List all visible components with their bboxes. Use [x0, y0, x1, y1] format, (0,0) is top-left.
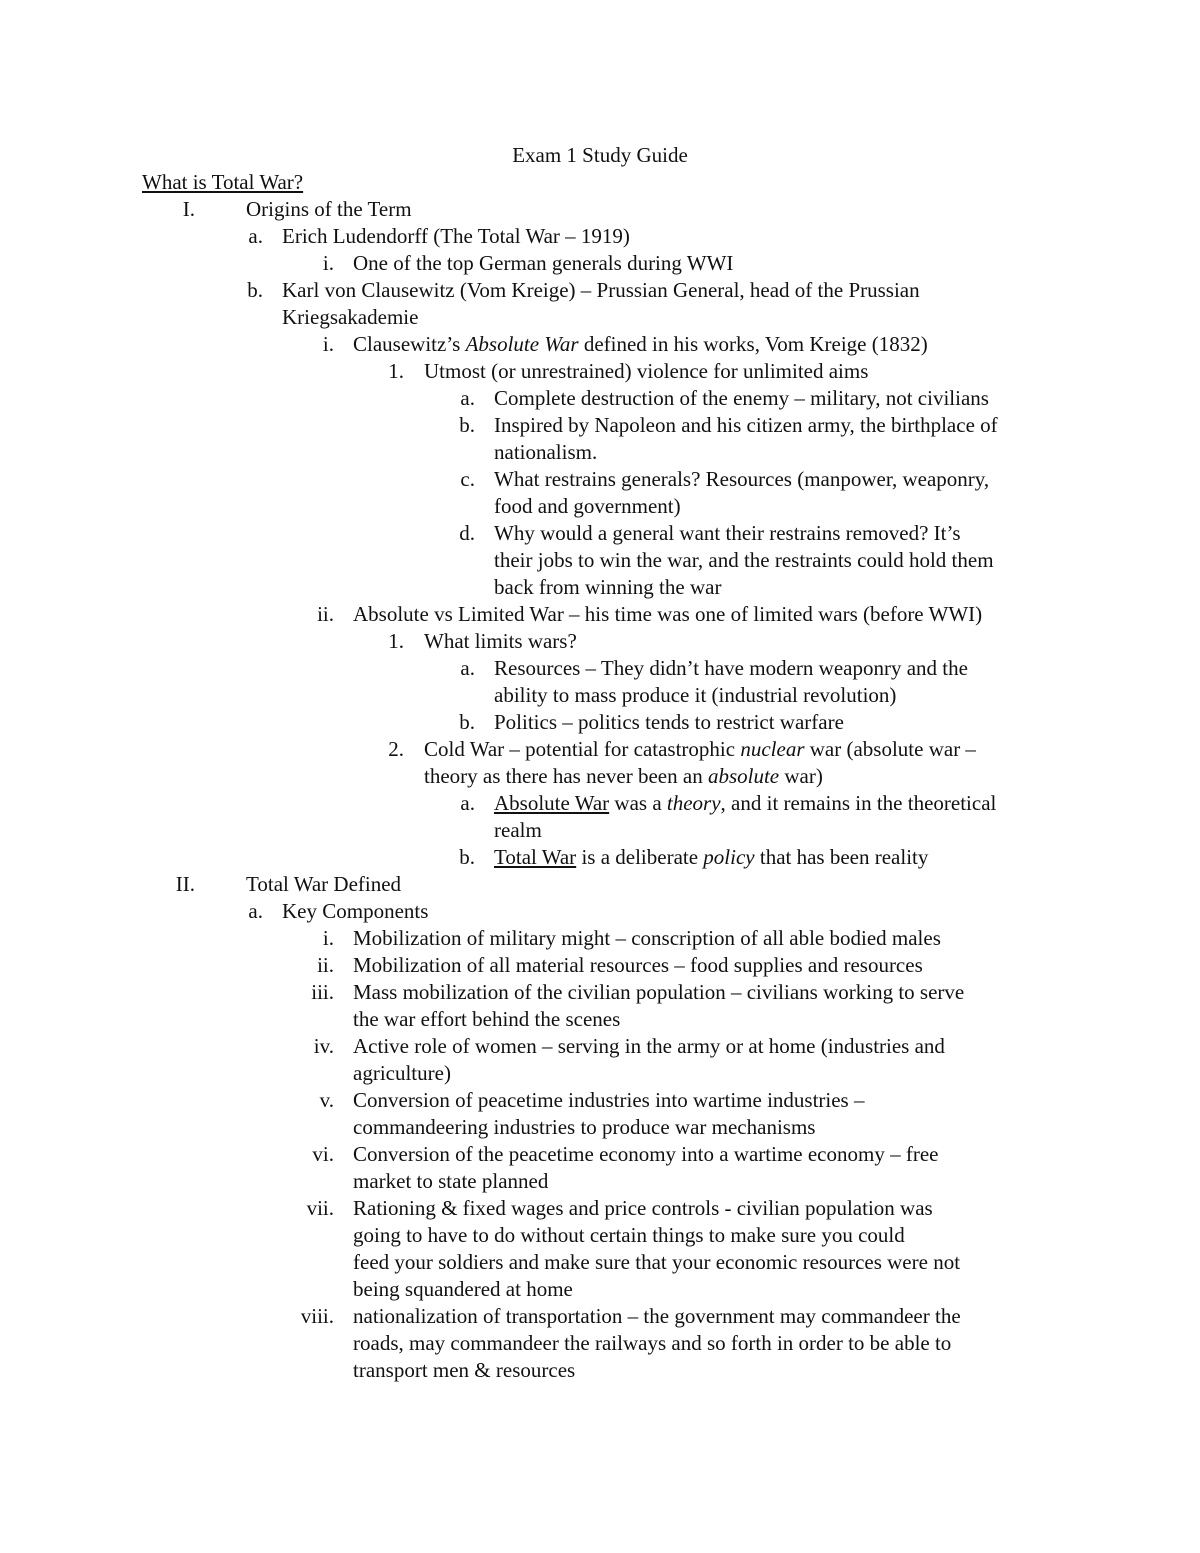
outline-line: [494, 790, 996, 817]
outline-item: [0, 1141, 1200, 1193]
list-marker: d.: [459, 521, 475, 545]
outline-item: [0, 331, 1200, 358]
text-run: feed your soldiers and make sure that your economic resources were not: [353, 1249, 961, 1274]
text-run: One of the top German generals during WWI: [353, 251, 734, 275]
outline-line: [494, 385, 989, 412]
list-marker: iv.: [313, 1034, 334, 1058]
text-run: nationalism.: [494, 439, 598, 464]
list-marker: b.: [459, 413, 475, 437]
list-marker: 2.: [388, 737, 404, 761]
text-run: Erich Ludendorff (The Total War – 1919): [282, 224, 630, 248]
text-run: Conversion of peacetime industries into wartime industries –: [353, 1088, 865, 1112]
list-marker: iii.: [311, 980, 334, 1004]
text-run: Absolute vs Limited War – his time was one of limited wars (before WWI): [353, 602, 983, 626]
outline-line: [353, 1033, 945, 1060]
text-run: , and it remains in the theoretical: [720, 791, 997, 815]
outline-line: [353, 952, 923, 979]
text-run: is a deliberate: [576, 845, 704, 869]
outline-line: [424, 736, 976, 763]
outline-line: [424, 628, 577, 655]
outline-line: [494, 817, 542, 844]
text-run: Resources – They didn’t have modern weaponry and the: [494, 656, 968, 680]
italic-term: theory: [666, 791, 721, 815]
list-marker: vii.: [306, 1196, 334, 1220]
outline-line: [353, 1276, 573, 1303]
text-run: Cold War – potential for catastrophic: [424, 737, 741, 761]
outline-line: [353, 1303, 961, 1330]
outline-line: [494, 520, 961, 547]
outline-line: [282, 898, 428, 925]
outline-line: [353, 925, 941, 952]
underlined-term: Absolute War: [494, 791, 610, 815]
list-marker: a.: [460, 791, 475, 815]
text-run: back from winning the war: [494, 574, 722, 599]
text-run: agriculture): [353, 1060, 451, 1085]
outline-line: [282, 304, 418, 331]
outline-item: [0, 1195, 1200, 1301]
outline-item: [0, 979, 1200, 1031]
text-run: realm: [494, 817, 542, 842]
outline-item: [0, 655, 1200, 707]
outline-line: [353, 601, 982, 628]
text-run: food and government): [494, 493, 681, 518]
italic-term: absolute: [707, 763, 780, 788]
outline-line: [494, 574, 721, 601]
text-run: Conversion of the peacetime economy into a wartime economy – free: [353, 1142, 939, 1166]
outline-item: [0, 952, 1200, 979]
list-marker: v.: [319, 1088, 334, 1112]
outline-line: [353, 331, 928, 358]
text-run: ability to mass produce it (industrial revolution): [494, 682, 897, 707]
text-run: going to have to do without certain things to make sure you could: [353, 1222, 905, 1247]
list-marker: vi.: [312, 1142, 334, 1166]
list-marker: b.: [459, 710, 475, 734]
outline-item: [0, 709, 1200, 736]
outline-line: [494, 655, 968, 682]
text-run: roads, may commandeer the railways and so forth in order to be able to: [353, 1330, 952, 1355]
outline-item: [0, 412, 1200, 464]
outline-line: [353, 1087, 864, 1114]
text-run: Active role of women – serving in the army or at home (industries and: [353, 1034, 945, 1058]
outline-item: [0, 1033, 1200, 1085]
outline-line: [246, 871, 401, 898]
outline-item: [0, 466, 1200, 518]
italic-term: Absolute War: [465, 332, 579, 356]
list-marker: viii.: [300, 1304, 334, 1328]
text-run: Clausewitz’s: [353, 332, 466, 356]
text-run: market to state planned: [353, 1168, 549, 1193]
list-marker: i.: [322, 332, 334, 356]
list-marker: a.: [248, 224, 263, 248]
outline-line: [353, 1330, 951, 1357]
text-run: Utmost (or unrestrained) violence for unlimited aims: [424, 359, 869, 383]
italic-term: nuclear: [740, 737, 805, 761]
list-marker: II.: [175, 872, 195, 896]
outline-line: [494, 466, 989, 493]
list-marker: I.: [182, 197, 195, 221]
text-run: transport men & resources: [353, 1357, 576, 1382]
list-marker: 1.: [388, 359, 404, 383]
outline-line: [353, 1114, 815, 1141]
outline-item: [0, 925, 1200, 952]
list-marker: a.: [460, 386, 475, 410]
outline-item: [0, 250, 1200, 277]
outline-line: [353, 250, 733, 277]
text-run: Inspired by Napoleon and his citizen army, the birthplace of: [494, 413, 998, 437]
text-run: What restrains generals? Resources (manpower, weaponry,: [494, 467, 990, 491]
text-run: Mobilization of military might – conscription of all able bodied males: [353, 926, 941, 950]
text-run: was a: [609, 791, 667, 815]
underlined-term: Total War: [494, 845, 577, 869]
text-run: war): [779, 763, 823, 788]
outline-line: [353, 1222, 905, 1249]
outline-item: [0, 790, 1200, 842]
text-run: their jobs to win the war, and the restraints could hold them: [494, 547, 994, 572]
text-run: that has been reality: [754, 845, 929, 869]
outline-item: [0, 844, 1200, 871]
outline-line: [353, 1249, 960, 1276]
outline-line: [246, 196, 412, 223]
text-run: the war effort behind the scenes: [353, 1006, 621, 1031]
section-heading: What is Total War?: [142, 170, 304, 194]
page-title: Exam 1 Study Guide: [512, 143, 688, 167]
text-run: defined in his works, Vom Kreige (1832): [578, 332, 928, 356]
outline-line: [494, 709, 844, 736]
text-run: theory as there has never been an: [424, 763, 708, 788]
outline-line: [494, 439, 597, 466]
outline-item: [0, 520, 1200, 599]
list-marker: b.: [247, 278, 263, 302]
list-marker: c.: [460, 467, 475, 491]
outline-item: [0, 736, 1200, 788]
outline-item: [0, 1087, 1200, 1139]
outline-item: [0, 1303, 1200, 1382]
text-run: Politics – politics tends to restrict warfare: [494, 710, 844, 734]
outline-line: [353, 1141, 938, 1168]
text-run: nationalization of transportation – the government may commandeer the: [353, 1304, 961, 1328]
outline-line: [494, 844, 928, 871]
outline-item: [0, 196, 1200, 223]
list-marker: b.: [459, 845, 475, 869]
list-marker: a.: [248, 899, 263, 923]
outline-line: [353, 1168, 548, 1195]
outline-line: [494, 412, 998, 439]
italic-term: policy: [703, 845, 755, 869]
text-run: Complete destruction of the enemy – military, not civilians: [494, 386, 989, 410]
outline-line: [353, 1195, 933, 1222]
outline-line: [353, 1357, 575, 1384]
outline-item: [0, 871, 1200, 898]
outline-line: [424, 358, 868, 385]
text-run: Karl von Clausewitz (Vom Kreige) – Prussian General, head of the Prussian: [282, 278, 920, 302]
list-marker: ii.: [317, 602, 334, 626]
outline-line: [494, 547, 994, 574]
list-marker: a.: [460, 656, 475, 680]
outline-line: [424, 763, 823, 790]
list-marker: i.: [322, 926, 334, 950]
outline-line: [494, 493, 681, 520]
text-run: Total War Defined: [246, 872, 402, 896]
list-marker: 1.: [388, 629, 404, 653]
outline-item: [0, 385, 1200, 412]
text-run: Rationing & fixed wages and price controls - civilian population was: [353, 1196, 933, 1220]
text-run: Mass mobilization of the civilian population – civilians working to serve: [353, 980, 965, 1004]
outline-line: [282, 223, 630, 250]
text-run: Key Components: [282, 899, 429, 923]
outline-item: [0, 358, 1200, 385]
text-run: war (absolute war –: [804, 737, 976, 761]
text-run: Why would a general want their restrains removed? It’s: [494, 521, 961, 545]
text-run: Kriegsakademie: [282, 304, 419, 329]
text-run: being squandered at home: [353, 1276, 573, 1301]
outline-item: [0, 601, 1200, 628]
outline-line: [282, 277, 920, 304]
outline-item: [0, 628, 1200, 655]
outline-line: [353, 979, 964, 1006]
list-marker: ii.: [317, 953, 334, 977]
outline-line: [353, 1006, 620, 1033]
list-marker: i.: [322, 251, 334, 275]
outline-item: [0, 223, 1200, 250]
text-run: What limits wars?: [424, 629, 577, 653]
outline-item: [0, 898, 1200, 925]
text-run: Mobilization of all material resources – food supplies and resources: [353, 953, 923, 977]
text-run: commandeering industries to produce war mechanisms: [353, 1114, 816, 1139]
outline-line: [353, 1060, 451, 1087]
outline-line: [494, 682, 896, 709]
outline-item: [0, 277, 1200, 329]
text-run: Origins of the Term: [246, 197, 412, 221]
